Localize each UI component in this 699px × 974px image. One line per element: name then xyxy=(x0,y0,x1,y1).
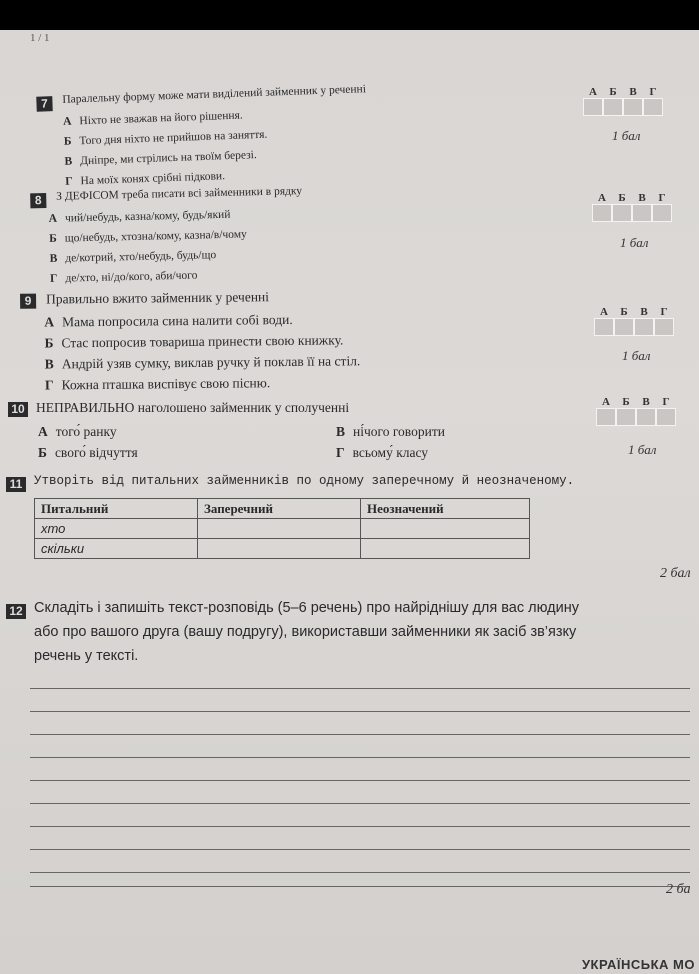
task-question: Правильно вжито займенник у реченні xyxy=(45,289,270,307)
option-c: В Андрій узяв сумку, виклав ручку й поклав її на стіл. xyxy=(44,353,361,372)
score-11: 2 бал xyxy=(660,566,691,581)
task-question-line: або про вашого друга (вашу подругу), використавши займенники як засіб зв’язку xyxy=(34,624,577,640)
task-number: 8 xyxy=(30,193,46,208)
option-b: Б Того дня ніхто не прийшов на заняття. xyxy=(63,128,268,148)
task-number: 9 xyxy=(20,294,36,309)
task-question: Паралельну форму може мати виділений займенник у реченні xyxy=(62,83,367,106)
column-header: Неозначений xyxy=(361,499,530,519)
option-c: В Дніпре, ми стрілись на твоїм березі. xyxy=(64,149,257,168)
option-a: А того́ ранку xyxy=(38,424,117,439)
answer-cell[interactable] xyxy=(361,519,530,539)
option-d: Г Кожна пташка виспівує свою пісню. xyxy=(44,375,271,393)
task-question: З ДЕФІСОМ треба писати всі займенники в рядку xyxy=(56,185,303,203)
option-c: В де/котрий, хто/небудь, будь/що xyxy=(49,249,217,265)
answer-grid-8[interactable]: А Б В Г xyxy=(592,192,672,222)
option-b: Б що/небудь, хтозна/кому, казна/в/чому xyxy=(49,228,247,245)
table-cell: скільки xyxy=(35,539,198,559)
task-number: 10 xyxy=(8,402,28,417)
score-12: 2 ба xyxy=(666,882,691,897)
footer-text: УКРАЇНСЬКА МО xyxy=(581,957,695,972)
worksheet-page xyxy=(0,30,699,974)
writing-line[interactable] xyxy=(30,734,690,735)
writing-line[interactable] xyxy=(30,872,690,873)
score-10: 1 бал xyxy=(628,442,657,457)
task-question-line: речень у тексті. xyxy=(34,648,139,664)
writing-line[interactable] xyxy=(30,803,690,804)
option-a: А Мама попросила сина налити собі води. xyxy=(44,311,293,330)
writing-line[interactable] xyxy=(30,757,690,758)
answer-cell[interactable] xyxy=(198,519,361,539)
writing-line[interactable] xyxy=(30,886,690,887)
writing-line[interactable] xyxy=(30,826,690,827)
writing-line[interactable] xyxy=(30,688,690,689)
option-c: В ні́чого говорити xyxy=(336,424,445,439)
writing-line[interactable] xyxy=(30,780,690,781)
task-number: 7 xyxy=(36,96,53,112)
answer-cell[interactable] xyxy=(361,539,530,559)
option-d: Г всьому́ класу xyxy=(336,445,429,460)
writing-line[interactable] xyxy=(30,711,690,712)
answer-grid-9[interactable]: А Б В Г xyxy=(594,306,674,336)
option-d: Г На моїх конях срібні підкови. xyxy=(65,170,226,188)
option-b: Б Стас попросив товариша принести свою книжку. xyxy=(44,332,344,351)
writing-line[interactable] xyxy=(30,849,690,850)
answer-grid-7[interactable]: А Б В Г xyxy=(583,86,663,116)
task-number: 12 xyxy=(6,604,26,619)
task-number: 11 xyxy=(6,477,26,492)
task-question: Утворіть від питальних займенників по одному заперечному й неозначеному. xyxy=(34,474,575,488)
answer-grid-10[interactable]: А Б В Г xyxy=(596,396,676,426)
pronoun-table xyxy=(34,498,530,559)
column-header: Заперечний xyxy=(198,499,361,519)
option-a: А Ніхто не зважав на його рішення. xyxy=(62,109,243,128)
column-header: Питальний xyxy=(35,499,198,519)
task-question-line: Складіть і запишіть текст-розповідь (5–6 речень) про найріднішу для вас людину xyxy=(34,600,579,616)
table-row xyxy=(35,539,530,559)
header-fragment: 1 / 1 xyxy=(30,32,50,44)
option-a: А чий/небудь, казна/кому, будь/який xyxy=(48,208,231,225)
table-header-row xyxy=(35,499,530,519)
answer-cell[interactable] xyxy=(198,539,361,559)
score-7: 1 бал xyxy=(612,128,641,143)
task-question: НЕПРАВИЛЬНО наголошено займенник у сполученні xyxy=(36,400,350,415)
score-8: 1 бал xyxy=(620,235,649,250)
option-b: Б свого́ відчуття xyxy=(38,445,138,460)
option-d: Г де/хто, ні/до/кого, аби/чого xyxy=(49,269,198,285)
table-cell: хто xyxy=(35,519,198,539)
table-row xyxy=(35,519,530,539)
score-9: 1 бал xyxy=(622,348,651,363)
